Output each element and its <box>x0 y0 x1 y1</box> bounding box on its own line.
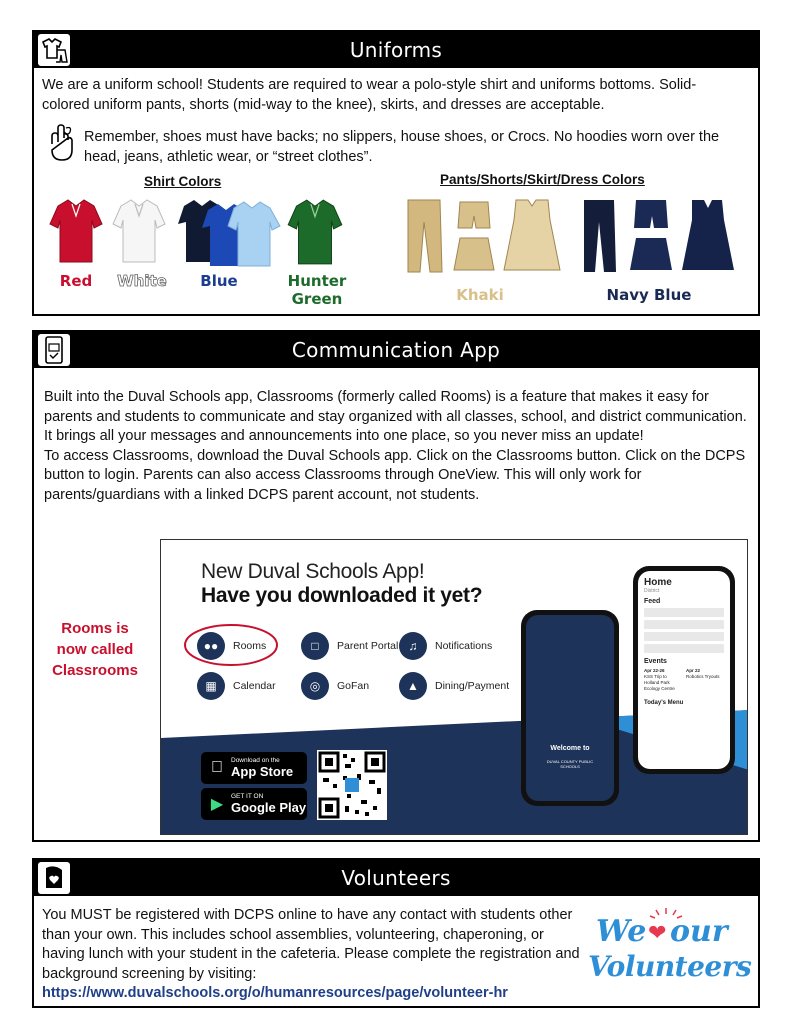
heart-icon: ❤ <box>648 920 667 945</box>
reminder-finger-icon <box>46 124 80 162</box>
communication-para-1: Built into the Duval Schools app, Classrooms (formerly called Rooms) is a feature that makes it easy for parents and students to communicate and stay organized with all classes, school, and district communication. It brings all your messages and announcements into one place, so you never miss an update! <box>44 389 747 444</box>
qr-code[interactable] <box>317 750 387 820</box>
phone-home: Home District Feed Events Apr 22-26 KSS Trip to Holland Park Ecology Centre Apr 22 Robotics Tryouts Today's Menu <box>633 566 735 774</box>
note-line-1: Rooms is <box>61 620 129 637</box>
blue-shirts-image <box>176 198 296 270</box>
communication-text <box>44 388 756 505</box>
volunteers-title: Volunteers <box>341 866 451 890</box>
red-shirt-image <box>48 198 104 266</box>
app-advertisement <box>160 539 748 835</box>
volunteers-text <box>42 906 582 1004</box>
art-our: our <box>670 914 728 949</box>
hand-heart-icon <box>38 862 70 894</box>
communication-header <box>34 332 758 368</box>
apple-icon <box>207 759 227 777</box>
uniforms-shoe-rules: Remember, shoes must have backs; no slippers, house shoes, or Crocs. No hoodies worn over the head, jeans, athletic wear, or “street clothes”. <box>84 129 720 165</box>
art-we: We <box>596 914 647 949</box>
bottom-color-khaki: Khaki <box>456 286 504 304</box>
people-icon: ●● <box>197 632 225 660</box>
feature-dining-payment[interactable]: ▲ Dining/Payment <box>399 672 509 700</box>
sparkle-icon <box>646 906 686 920</box>
calendar-icon: ▦ <box>197 672 225 700</box>
document-icon: □ <box>301 632 329 660</box>
shirt-colors-title: Shirt Colors <box>144 174 222 189</box>
art-volunteers: Volunteers <box>588 950 752 983</box>
uniforms-intro: We are a uniform school! Students are required to wear a polo-style shirt and uniforms bottoms. Solid-colored uniform pants, shorts (mid-way to the knee), skirts, and dresses are acceptable. <box>42 77 697 113</box>
play-icon: ▶ <box>210 796 224 813</box>
shirt-color-blue: Blue <box>200 272 238 290</box>
communication-section <box>32 330 760 842</box>
ad-headline-2: Have you downloaded it yet? <box>201 584 483 607</box>
rooms-highlight-circle <box>181 620 281 670</box>
ball-icon: ◎ <box>301 672 329 700</box>
phone-welcome: Welcome to DUVAL COUNTY PUBLIC SCHOOLS <box>521 610 619 806</box>
volunteer-registration-link[interactable]: https://www.duvalschools.org/o/humanresources/page/volunteer-hr <box>42 985 508 1001</box>
communication-title: Communication App <box>291 338 501 362</box>
note-line-2: now called <box>56 641 134 658</box>
uniforms-section <box>32 30 760 316</box>
app-store-button[interactable]: Download on the App Store <box>201 752 307 784</box>
shirt-color-green: Hunter Green <box>287 272 347 308</box>
feature-rooms[interactable]: ●● Rooms <box>197 632 266 660</box>
green-shirt-image <box>286 198 344 268</box>
volunteers-header <box>34 860 758 896</box>
feature-gofan[interactable]: ◎ GoFan <box>301 672 369 700</box>
phone-chat-icon <box>38 334 70 366</box>
volunteers-para: You MUST be registered with DCPS online to have any contact with students other than your own. This includes school assemblies, volunteering, chaperoning, or having lunch with your student in the cafeteria. Please complete the registration and background screening by visiting: <box>42 907 580 982</box>
bottom-color-navy: Navy Blue <box>606 286 692 304</box>
uniforms-header <box>34 32 758 68</box>
navy-bottoms-image <box>580 198 740 278</box>
ad-headline-1: New Duval Schools App! <box>201 560 425 583</box>
khaki-bottoms-image <box>404 198 584 278</box>
communication-para-2: To access Classrooms, download the Duval Schools app. Click on the Classrooms button. Click on the DCPS button to login. Parents can also access Classrooms through OneView. This will only work for parents/guardians with a linked DCPS parent account, not students. <box>44 447 746 503</box>
bottoms-colors-title: Pants/Shorts/Skirt/Dress Colors <box>440 172 645 187</box>
feature-parent-portal[interactable]: □ Parent Portal <box>301 632 398 660</box>
we-love-our-volunteers-art <box>582 906 752 996</box>
shirt-color-white: White <box>117 272 167 290</box>
clothes-icon <box>38 34 70 66</box>
note-line-3: Classrooms <box>52 662 138 679</box>
feature-calendar[interactable]: ▦ Calendar <box>197 672 276 700</box>
rooms-renamed-note <box>40 618 150 681</box>
pizza-icon: ▲ <box>399 672 427 700</box>
white-shirt-image <box>110 198 168 266</box>
feature-notifications[interactable]: ♫ Notifications <box>399 632 492 660</box>
volunteers-section <box>32 858 760 1008</box>
uniforms-title: Uniforms <box>349 38 443 62</box>
bell-icon: ♫ <box>399 632 427 660</box>
google-play-button[interactable]: ▶ GET IT ON Google Play <box>201 788 307 820</box>
shirt-color-red: Red <box>59 272 93 290</box>
